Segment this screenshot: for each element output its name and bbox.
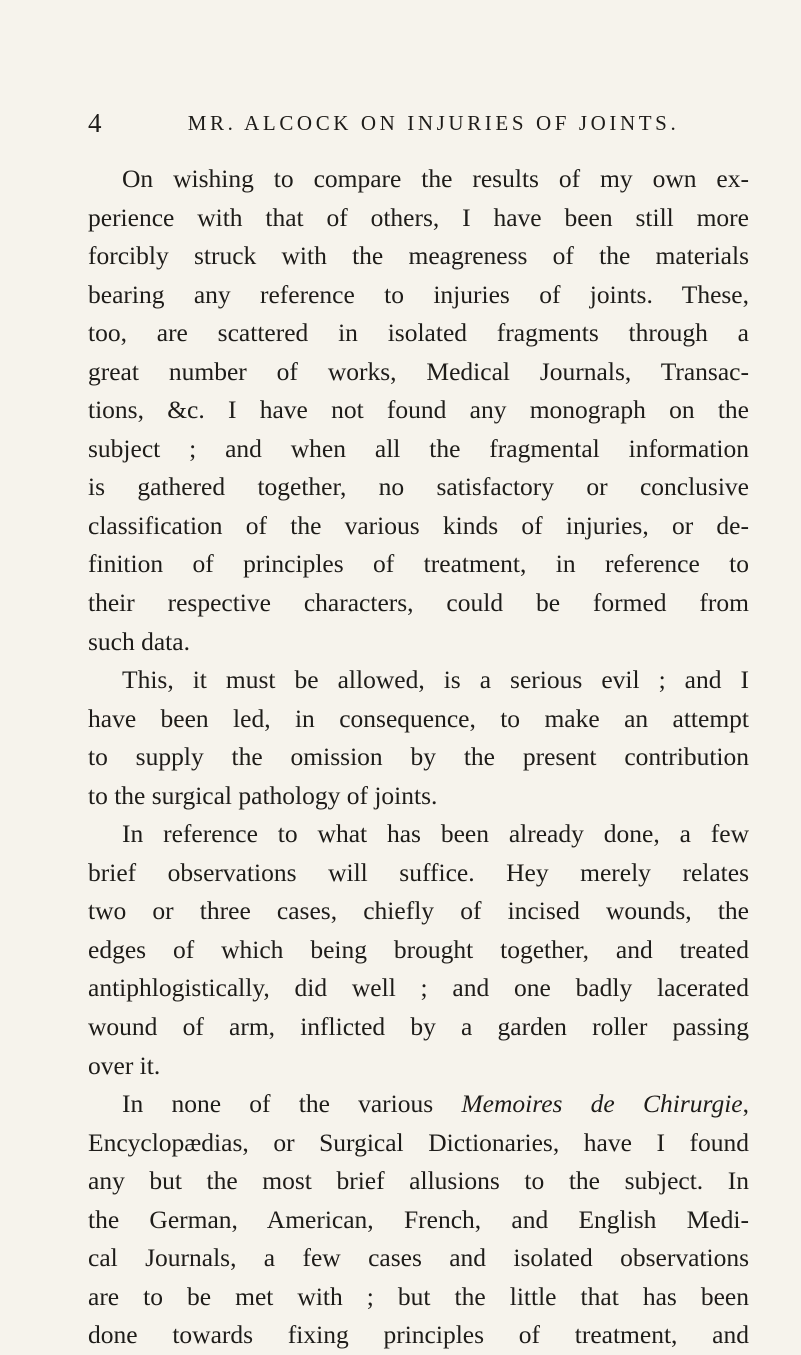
text-line: the German, American, French, and English Medi- [88,1204,749,1234]
italic-title: Memoires de Chirurgie [461,1089,743,1119]
page-number: 4 [88,108,102,138]
text-line: antiphlogistically, did well ; and one badly lacerated [88,973,749,1003]
text-line: brief observations will suffice. Hey merely relates [88,857,749,887]
paragraph-2 [88,661,749,815]
text-line: This, it must be allowed, is a serious evil ; and I [122,665,749,695]
text-line: over it. [88,1050,161,1080]
text-line: two or three cases, chiefly of incised wounds, the [88,896,749,926]
text-line: finition of principles of treatment, in reference to [88,549,749,579]
text-line: bearing any reference to injuries of joints. These, [88,279,749,309]
text-line: to the surgical pathology of joints. [88,780,438,810]
text-line: their respective characters, could be formed from [88,588,749,618]
text-line: On wishing to compare the results of my own ex- [122,164,749,193]
body-text [88,160,749,1355]
text-line: have been led, in consequence, to make an attempt [88,703,749,733]
text-line [88,1085,749,1124]
text-line: tions, &c. I have not found any monograph on the [88,395,749,425]
text-line: In reference to what has been already done, a few [122,819,749,849]
paragraph-4 [88,1085,749,1355]
text-line: Encyclopædias, or Surgical Dictionaries, have I found [88,1127,749,1157]
text-line: is gathered together, no satisfactory or conclusive [88,472,749,502]
text-line: cal Journals, a few cases and isolated observations [88,1243,749,1273]
paragraph-1 [88,160,749,661]
text-run: , [742,1089,749,1119]
text-line: wound of arm, inflicted by a garden roller passing [88,1012,749,1042]
text-line: forcibly struck with the meagreness of the materials [88,241,749,271]
text-line: any but the most brief allusions to the subject. In [88,1166,749,1196]
text-line: done towards fixing principles of treatment, and [88,1320,749,1350]
text-line: edges of which being brought together, and treated [88,934,749,964]
text-line: such data. [88,626,190,656]
text-line: classification of the various kinds of injuries, or de- [88,510,749,540]
text-line: are to be met with ; but the little that has been [88,1281,749,1311]
text-line: to supply the omission by the present contribution [88,742,749,772]
text-run: In none of the various [122,1089,462,1119]
running-title: MR. ALCOCK ON INJURIES OF JOINTS. [187,111,680,135]
text-line: perience with that of others, I have been still more [88,202,749,232]
paragraph-3 [88,815,749,1085]
text-line: too, are scattered in isolated fragments through a [88,318,749,348]
text-line: great number of works, Medical Journals, Transac- [88,356,749,386]
page-header [88,108,747,138]
text-line: subject ; and when all the fragmental information [88,433,749,463]
